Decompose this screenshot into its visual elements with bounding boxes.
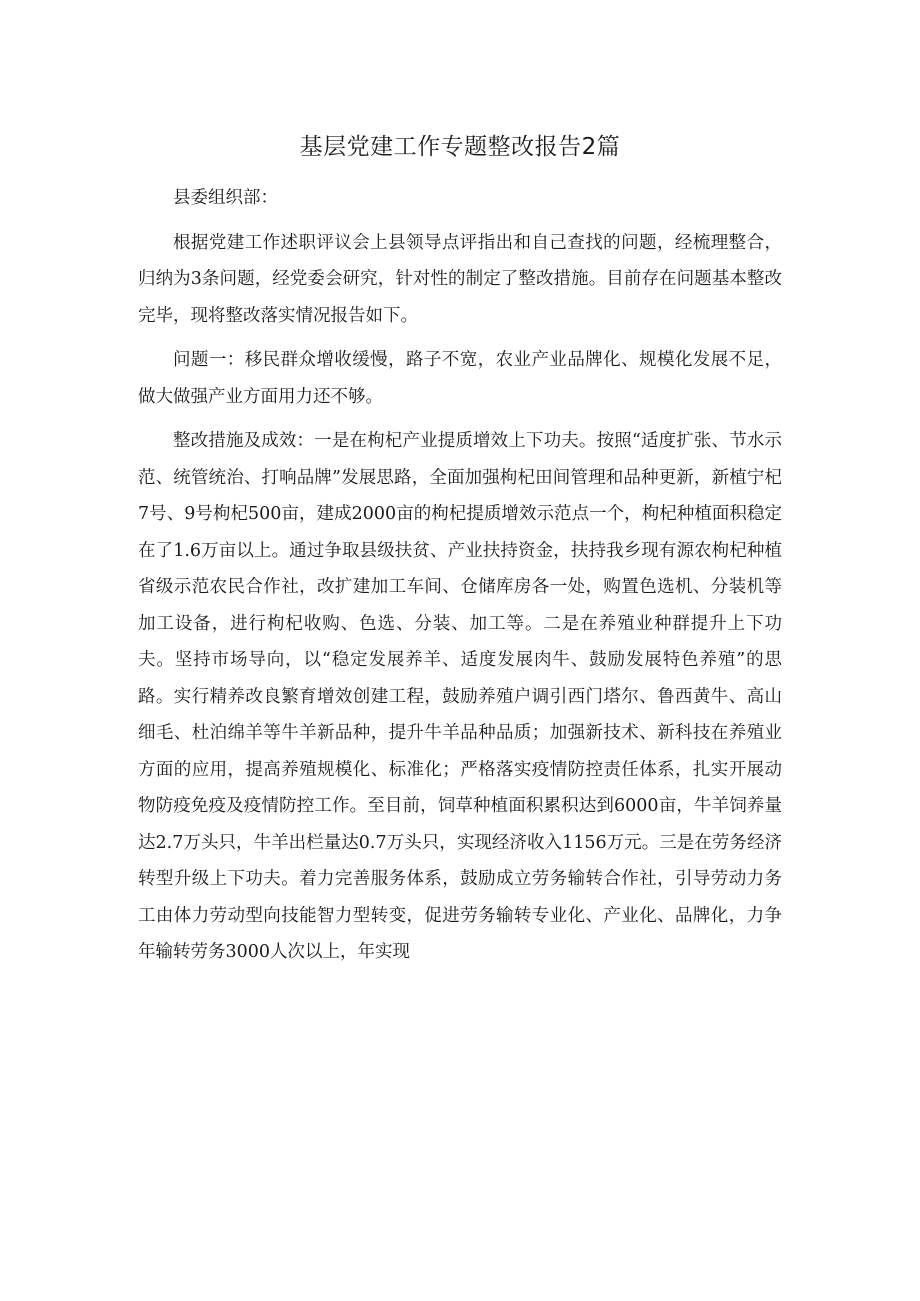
salutation-paragraph: 县委组织部： bbox=[173, 188, 278, 208]
problem-one-paragraph: 问题一：移民群众增收缓慢，路子不宽，农业产业品牌化、规模化发展不足，做大做强产业方面用力还不够。 bbox=[138, 350, 782, 407]
document-body bbox=[138, 180, 782, 979]
intro-paragraph: 根据党建工作述职评议会上县领导点评指出和自己查找的问题，经梳理整合，归纳为3条问题，经党委会研究，针对性的制定了整改措施。目前存在问题基本整改完毕，现将整改落实情况报告如下。 bbox=[138, 232, 782, 326]
measures-paragraph: 整改措施及成效：一是在枸杞产业提质增效上下功夫。按照“适度扩张、节水示范、统管统治、打响品牌”发展思路，全面加强枸杞田间管理和品种更新，新植宁杞7号、9号枸杞500亩，建成2000亩的枸杞提质增效示范点一个，枸杞种植面积稳定在了1.6万亩以上。通过争取县级扶贫、产业扶持资金，扶持我乡现有源农枸杞种植省级示范农民合作社，改扩建加工车间、仓储库房各一处，购置色选机、分装机等加工设备，进行枸杞收购、色选、分装、加工等。二是在养殖业种群提升上下功夫。坚持市场导向，以“稳定发展养羊、适度发展肉牛、鼓励发展特色养殖”的思路。实行精养改良繁育增效创建工程，鼓励养殖户调引西门塔尔、鲁西黄牛、高山细毛、杜泊绵羊等牛羊新品种，提升牛羊品种品质；加强新技术、新科技在养殖业方面的应用，提高养殖规模化、标准化；严格落实疫情防控责任体系，扎实开展动物防疫免疫及疫情防控工作。至目前，饲草种植面积累积达到6000亩，牛羊饲养量达2.7万头只，牛羊出栏量达0.7万头只，实现经济收入1156万元。三是在劳务经济转型升级上下功夫。着力完善服务体系，鼓励成立劳务输转合作社，引导劳动力务工由体力劳动型向技能智力型转变，促进劳务输转专业化、产业化、品牌化，力争年输转劳务3000人次以上，年实现 bbox=[138, 431, 782, 962]
document-title: 基层党建工作专题整改报告2篇 bbox=[299, 134, 621, 160]
